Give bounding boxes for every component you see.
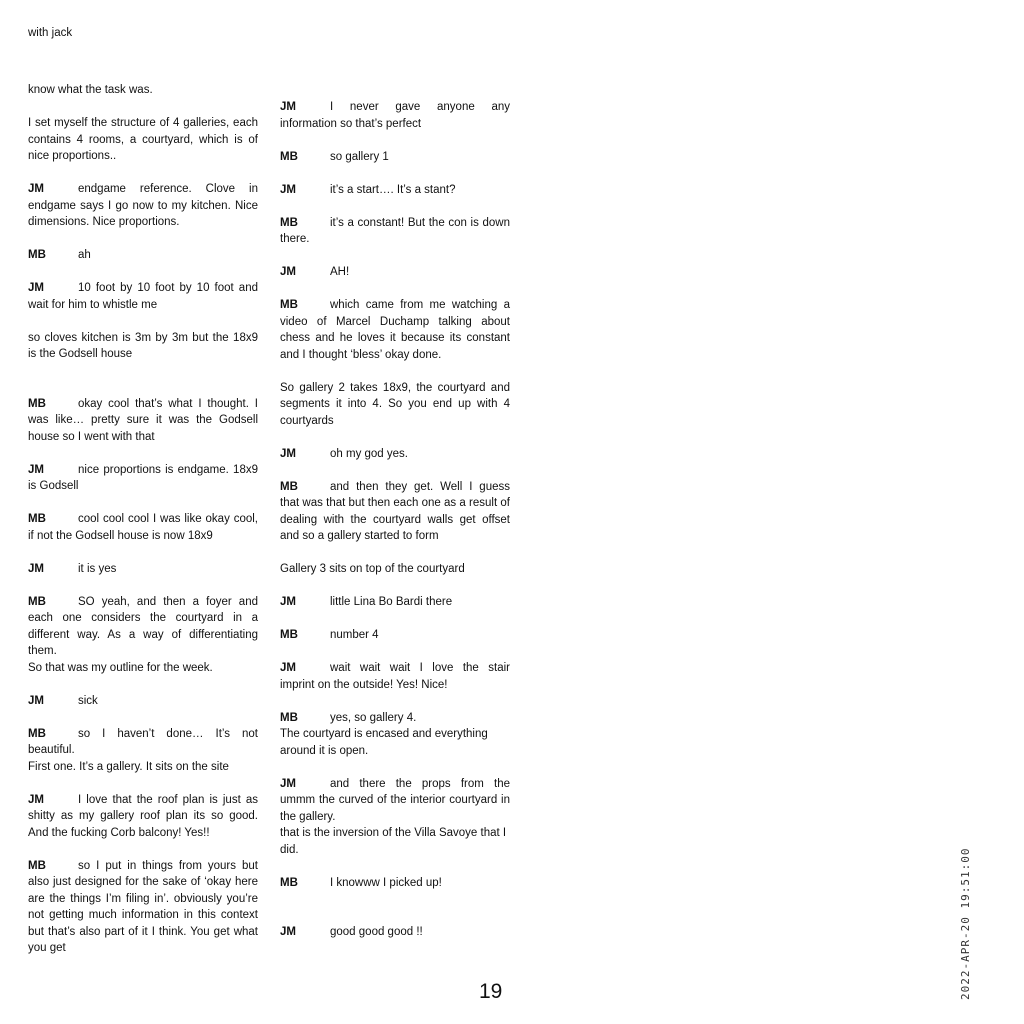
speaker-initials: JM: [280, 183, 296, 196]
dialogue-paragraph: [280, 924, 510, 941]
dialogue-paragraph: [280, 627, 510, 644]
dialogue-paragraph: [28, 511, 258, 544]
speaker-initials: MB: [280, 711, 298, 724]
speaker-initials: MB: [28, 249, 46, 261]
dialogue-text: I knowww I picked up!: [330, 876, 442, 889]
dialogue-continuation: First one. It’s a gallery. It sits on the site: [28, 760, 229, 773]
dialogue-continuation: So that was my outline for the week.: [28, 661, 213, 674]
dialogue-paragraph: [280, 215, 510, 248]
dialogue-paragraph: [28, 792, 258, 842]
dialogue-paragraph: [280, 182, 510, 199]
right-column: [280, 99, 510, 957]
speaker-initials: MB: [28, 595, 46, 608]
dialogue-line: [28, 594, 258, 660]
speaker-initials: JM: [280, 926, 296, 938]
speaker-initials: MB: [280, 629, 298, 641]
speaker-initials: MB: [280, 150, 298, 163]
dialogue-line: [28, 511, 258, 544]
dialogue-paragraph: [28, 247, 258, 264]
speaker-initials: JM: [28, 793, 44, 806]
dialogue-line: [280, 776, 510, 826]
timestamp: 2022-APR-20 19:51:00: [959, 847, 972, 1000]
dialogue-paragraph: [280, 380, 510, 430]
dialogue-paragraph: [280, 776, 510, 859]
dialogue-paragraph: [280, 875, 510, 892]
dialogue-text: little Lina Bo Bardi there: [330, 596, 453, 608]
left-column: [28, 82, 258, 973]
speaker-initials: MB: [28, 859, 46, 872]
dialogue-text: cool cool cool I was like okay cool, if not the Godsell house is now 18x9: [28, 513, 258, 542]
dialogue-text: so I haven’t done… It’s not beautiful.: [28, 727, 258, 756]
dialogue-paragraph: [280, 264, 510, 281]
dialogue-text: it’s a constant! But the con is down there.: [280, 216, 510, 245]
dialogue-line: [28, 396, 258, 446]
dialogue-paragraph: [280, 660, 510, 693]
dialogue-line: [280, 149, 510, 166]
dialogue-paragraph: [280, 99, 510, 132]
dialogue-paragraph: [28, 462, 258, 495]
speaker-initials: JM: [28, 694, 44, 707]
dialogue-line: [280, 380, 510, 430]
speaker-initials: MB: [28, 397, 46, 410]
dialogue-line: [280, 264, 510, 281]
speaker-initials: JM: [280, 101, 296, 113]
dialogue-line: [28, 280, 258, 313]
dialogue-paragraph: [28, 330, 258, 363]
dialogue-text: which came from me watching a video of Marcel Duchamp talking about chess and he loves it because its constant and I thought ‘bless’ okay done.: [280, 299, 510, 361]
dialogue-text: So gallery 2 takes 18x9, the courtyard and segments it into 4. So you end up with 4 courtyards: [280, 381, 510, 427]
dialogue-continuation: that is the inversion of the Villa Savoye that I did.: [280, 827, 507, 856]
speaker-initials: JM: [280, 447, 296, 460]
speaker-initials: MB: [28, 727, 46, 740]
dialogue-line: [28, 330, 258, 363]
speaker-initials: JM: [28, 463, 44, 476]
dialogue-line: [280, 297, 510, 363]
dialogue-line: [280, 99, 510, 132]
dialogue-text: good good good !!: [330, 926, 423, 938]
dialogue-line: [280, 627, 510, 644]
dialogue-text: 10 foot by 10 foot by 10 foot and wait for him to whistle me: [28, 282, 258, 311]
speaker-initials: MB: [280, 299, 298, 311]
dialogue-line: [28, 858, 258, 957]
dialogue-line: [280, 215, 510, 248]
speaker-initials: JM: [280, 662, 296, 674]
dialogue-continuation: The courtyard is encased and everything around it is open.: [280, 728, 488, 757]
dialogue-line: [280, 660, 510, 693]
dialogue-text: SO yeah, and then a foyer and each one considers the courtyard in a different way. As a way of differentiating them.: [28, 595, 258, 657]
dialogue-paragraph: [280, 710, 510, 760]
dialogue-line: [280, 875, 510, 892]
dialogue-text: yes, so gallery 4.: [330, 711, 417, 724]
dialogue-text: it is yes: [78, 562, 117, 575]
speaker-initials: MB: [280, 480, 298, 493]
page-header: with jack: [28, 27, 73, 39]
dialogue-line: [280, 479, 510, 545]
dialogue-line: [28, 792, 258, 842]
dialogue-paragraph: [28, 82, 258, 99]
dialogue-text: Gallery 3 sits on top of the courtyard: [280, 563, 465, 575]
speaker-initials: MB: [280, 876, 298, 889]
speaker-initials: JM: [28, 183, 44, 195]
dialogue-text: wait wait wait I love the stair imprint on the outside! Yes! Nice!: [280, 662, 510, 691]
speaker-initials: JM: [28, 282, 44, 294]
dialogue-line: [28, 247, 258, 264]
dialogue-text: number 4: [330, 629, 379, 641]
dialogue-text: ah: [78, 249, 91, 261]
dialogue-line: [28, 115, 258, 165]
dialogue-paragraph: [280, 297, 510, 363]
dialogue-paragraph: [28, 396, 258, 446]
dialogue-paragraph: [28, 280, 258, 313]
dialogue-line: [280, 710, 510, 727]
speaker-initials: MB: [280, 216, 298, 229]
dialogue-text: so gallery 1: [330, 150, 389, 163]
dialogue-text: and there the props from the ummm the curved of the interior courtyard in the gallery.: [280, 777, 510, 823]
dialogue-text: so cloves kitchen is 3m by 3m but the 18x9 is the Godsell house: [28, 331, 258, 360]
dialogue-text: endgame reference. Clove in endgame says I go now to my kitchen. Nice dimensions. Nice proportions.: [28, 183, 258, 228]
speaker-initials: MB: [28, 513, 46, 525]
dialogue-text: oh my god yes.: [330, 447, 408, 460]
dialogue-line: [28, 181, 258, 231]
dialogue-text: know what the task was.: [28, 84, 153, 96]
dialogue-line: [280, 446, 510, 463]
dialogue-paragraph: [28, 594, 258, 677]
dialogue-paragraph: [28, 561, 258, 578]
dialogue-paragraph: [280, 594, 510, 611]
dialogue-paragraph: [280, 149, 510, 166]
dialogue-text: so I put in things from yours but also just designed for the sake of ‘okay here are the things I’m filing in’. obviously you’re not getting much information in this context but that’s also part of it I think. You get what you get: [28, 859, 258, 954]
dialogue-line: [28, 82, 258, 99]
dialogue-paragraph: [28, 858, 258, 957]
dialogue-line: [280, 924, 510, 941]
dialogue-text: I never gave anyone any information so that’s perfect: [280, 101, 510, 130]
dialogue-text: AH!: [330, 266, 350, 278]
dialogue-paragraph: [28, 726, 258, 776]
page-number: 19: [479, 980, 503, 1003]
dialogue-paragraph: [28, 181, 258, 231]
dialogue-text: and then they get. Well I guess that was that but then each one as a result of dealing with the courtyard walls get offset and so a gallery started to form: [280, 480, 510, 542]
dialogue-paragraph: [28, 693, 258, 710]
dialogue-text: nice proportions is endgame. 18x9 is Godsell: [28, 463, 258, 492]
dialogue-line: [280, 561, 510, 578]
dialogue-line: [28, 726, 258, 759]
dialogue-text: I set myself the structure of 4 galleries, each contains 4 rooms, a courtyard, which is of nice proportions..: [28, 117, 258, 162]
speaker-initials: JM: [28, 562, 44, 575]
speaker-initials: JM: [280, 777, 296, 790]
dialogue-line: [280, 182, 510, 199]
dialogue-line: [280, 594, 510, 611]
dialogue-text: I love that the roof plan is just as shitty as my gallery roof plan its so good. And the fucking Corb balcony! Yes!!: [28, 793, 258, 839]
dialogue-text: okay cool that’s what I thought. I was like… pretty sure it was the Godsell house so I went with that: [28, 397, 258, 443]
dialogue-paragraph: [280, 479, 510, 545]
dialogue-text: it’s a start…. It’s a stant?: [330, 183, 456, 196]
dialogue-line: [28, 561, 258, 578]
dialogue-text: sick: [78, 694, 98, 707]
dialogue-paragraph: [280, 561, 510, 578]
dialogue-paragraph: [280, 446, 510, 463]
speaker-initials: JM: [280, 266, 296, 278]
dialogue-line: [28, 693, 258, 710]
speaker-initials: JM: [280, 596, 296, 608]
dialogue-line: [28, 462, 258, 495]
dialogue-paragraph: [28, 115, 258, 165]
